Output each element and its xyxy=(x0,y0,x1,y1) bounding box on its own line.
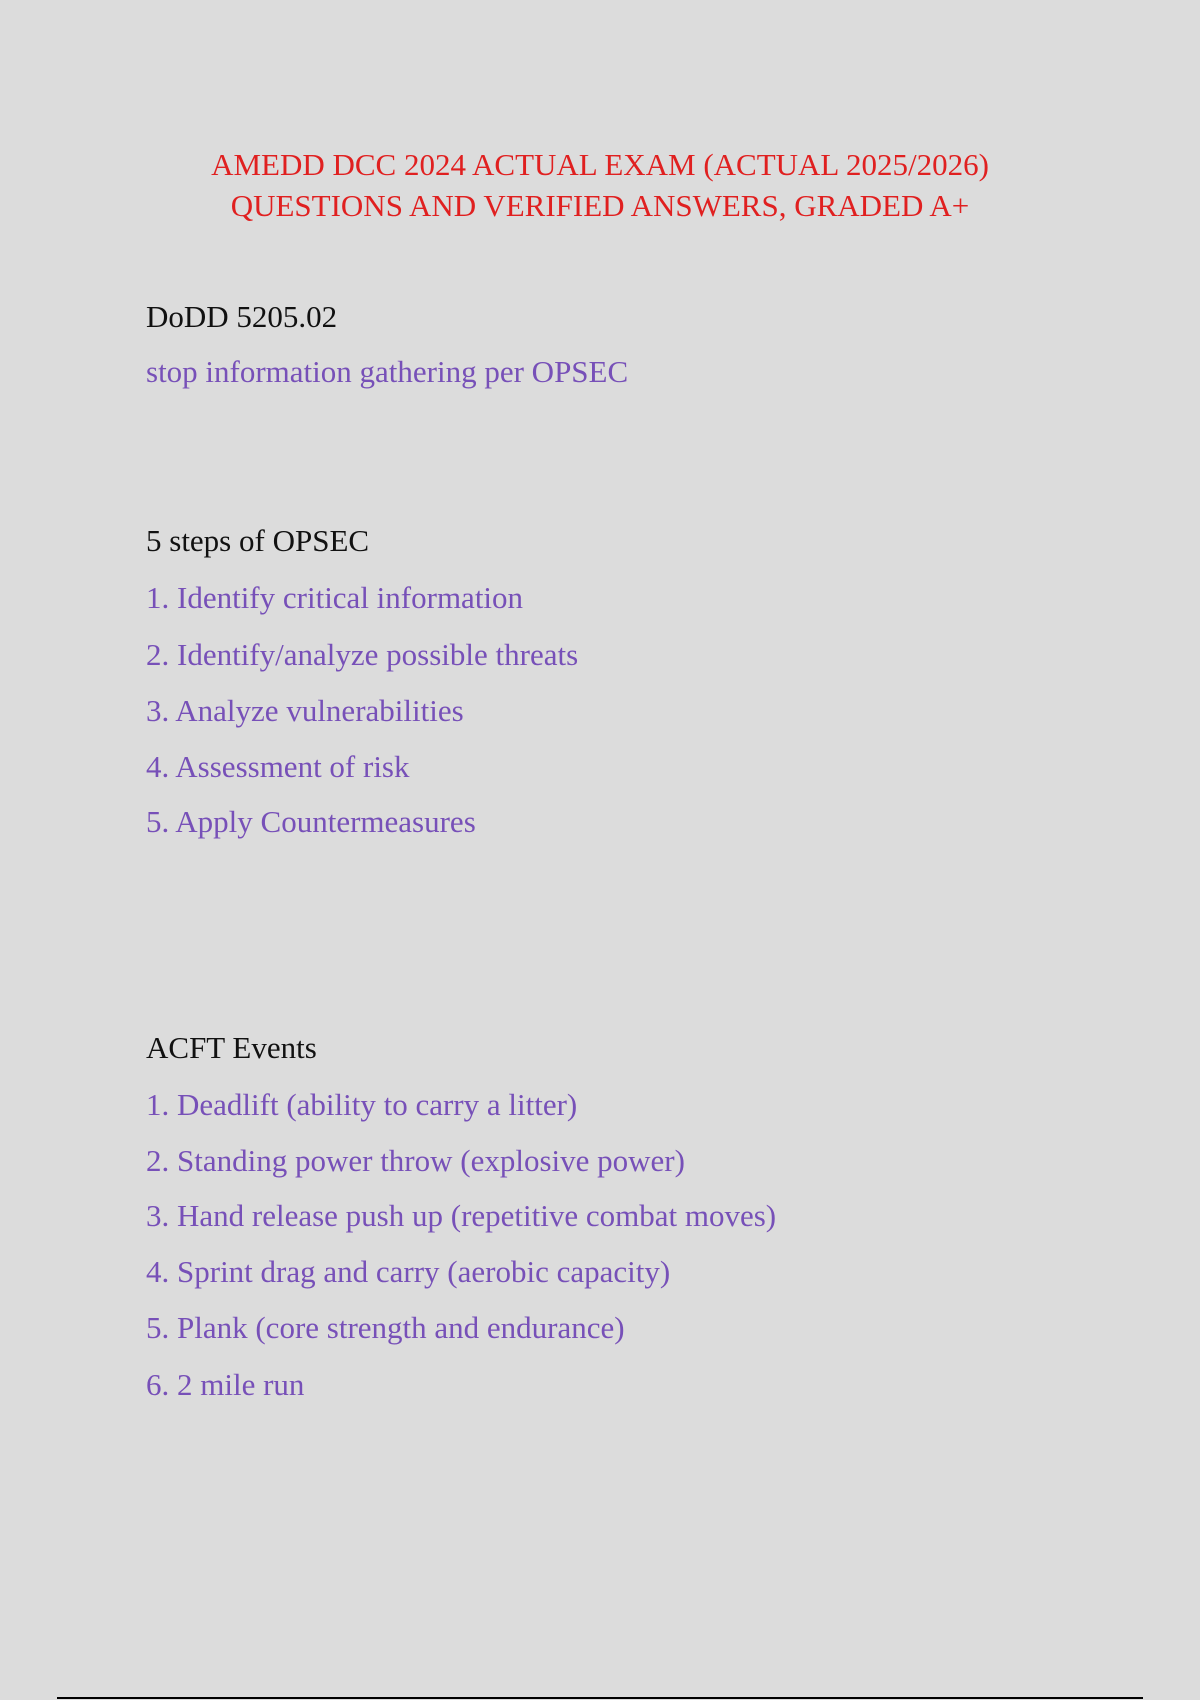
footer-divider xyxy=(57,1697,1143,1699)
answer-dodd: stop information gathering per OPSEC xyxy=(146,354,629,389)
question-acft-events: ACFT Events xyxy=(146,1030,317,1065)
page-title xyxy=(0,144,1200,226)
title-line-2: QUESTIONS AND VERIFIED ANSWERS, GRADED A+ xyxy=(230,188,970,223)
answer-opsec-step-1: 1. Identify critical information xyxy=(146,580,524,615)
answer-acft-event-2: 2. Standing power throw (explosive power) xyxy=(146,1143,685,1178)
answer-opsec-step-5: 5. Apply Countermeasures xyxy=(146,804,476,839)
answer-acft-event-3: 3. Hand release push up (repetitive combat moves) xyxy=(146,1198,777,1233)
answer-acft-event-6: 6. 2 mile run xyxy=(146,1367,305,1402)
answer-opsec-step-3: 3. Analyze vulnerabilities xyxy=(146,693,464,728)
answer-acft-event-1: 1. Deadlift (ability to carry a litter) xyxy=(146,1087,578,1122)
answer-acft-event-5: 5. Plank (core strength and endurance) xyxy=(146,1310,625,1345)
question-dodd: DoDD 5205.02 xyxy=(146,299,338,334)
answer-opsec-step-4: 4. Assessment of risk xyxy=(146,749,410,784)
question-opsec-steps: 5 steps of OPSEC xyxy=(146,523,370,558)
title-line-1: AMEDD DCC 2024 ACTUAL EXAM (ACTUAL 2025/2026) xyxy=(211,147,989,182)
answer-acft-event-4: 4. Sprint drag and carry (aerobic capacity) xyxy=(146,1254,671,1289)
answer-opsec-step-2: 2. Identify/analyze possible threats xyxy=(146,637,579,672)
